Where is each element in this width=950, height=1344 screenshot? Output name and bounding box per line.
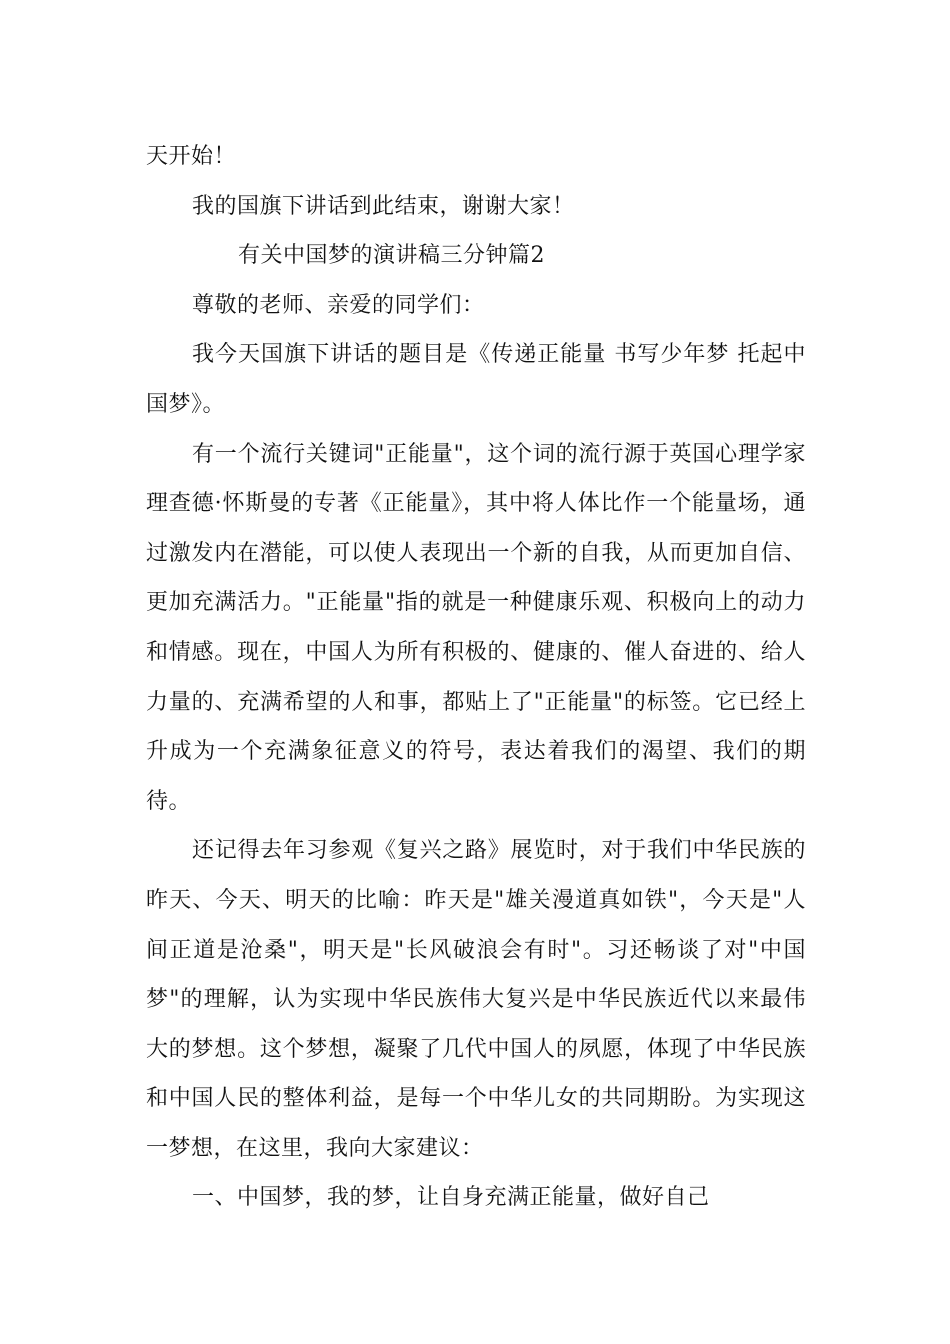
paragraph-speech-topic: 我今天国旗下讲话的题目是《传递正能量 书写少年梦 托起中国梦》。 xyxy=(146,342,806,417)
paragraph-revival-road: 还记得去年习参观《复兴之路》展览时，对于我们中华民族的昨天、今天、明天的比喻：昨天是"雄关漫道真如铁"，今天是"人间正道是沧桑"，明天是"长风破浪会有时"。习还畅谈了对"中国梦"的理解，认为实现中华民族伟大复兴是中华民族近代以来最伟大的梦想。这个梦想，凝聚了几代中国人的夙愿，体现了中华民族和中国人民的整体利益，是每一个中华儿女的共同期盼。为实现这一梦想，在这里，我向大家建议： xyxy=(146,838,806,1161)
document-body xyxy=(146,132,806,1223)
paragraph-positive-energy: 有一个流行关键词"正能量"，这个词的流行源于英国心理学家理查德·怀斯曼的专著《正能量》，其中将人体比作一个能量场，通过激发内在潜能，可以使人表现出一个新的自我，从而更加自信、更加充满活力。"正能量"指的就是一种健康乐观、积极向上的动力和情感。现在，中国人为所有积极的、健康的、催人奋进的、给人力量的、充满希望的人和事，都贴上了"正能量"的标签。它已经上升成为一个充满象征意义的符号，表达着我们的渴望、我们的期待。 xyxy=(146,441,806,814)
paragraph-continuation: 天开始！ xyxy=(146,144,237,169)
paragraph-salutation: 尊敬的老师、亲爱的同学们： xyxy=(192,292,485,318)
paragraph-closing: 我的国旗下讲话到此结束，谢谢大家！ xyxy=(192,193,575,219)
paragraph-suggestion-one: 一、中国梦，我的梦，让自身充满正能量，做好自己 xyxy=(192,1185,710,1211)
section-heading: 有关中国梦的演讲稿三分钟篇2 xyxy=(238,243,545,269)
